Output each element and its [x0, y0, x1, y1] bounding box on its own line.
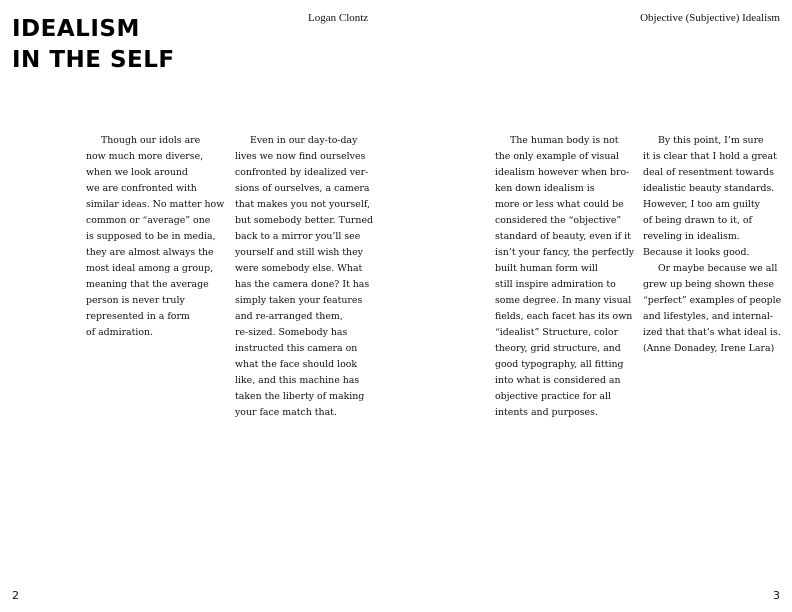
text-line: intents and purposes.: [495, 407, 598, 418]
text-line: confronted by idealized ver-: [235, 167, 369, 178]
text-line: deal of resentment towards: [643, 167, 774, 178]
text-line: instructed this camera on: [235, 343, 358, 354]
text-line: meaning that the average: [86, 279, 209, 290]
text-line: your face match that.: [235, 407, 337, 418]
text-line: grew up being shown these: [643, 279, 774, 290]
text-line: that makes you not yourself,: [235, 199, 370, 210]
text-line: objective practice for all: [495, 391, 611, 402]
text-line: were somebody else. What: [235, 263, 363, 274]
text-line: Though our idols are: [101, 135, 201, 146]
text-line: Because it looks good.: [643, 247, 750, 258]
text-line: now much more diverse,: [86, 151, 204, 162]
text-line: standard of beauty, even if it: [495, 231, 631, 242]
text-line: Or maybe because we all: [658, 263, 778, 274]
text-line: reveling in idealism.: [643, 231, 740, 242]
text-line: we are confronted with: [86, 183, 197, 194]
text-line: lives we now find ourselves: [235, 151, 366, 162]
running-header-author: Logan Clontz: [308, 12, 369, 24]
text-line: they are almost always the: [86, 247, 214, 258]
text-line: (Anne Donadey, Irene Lara): [643, 343, 775, 354]
text-line: yourself and still wish they: [235, 247, 363, 258]
text-line: of being drawn to it, of: [643, 215, 753, 226]
text-line: person is never truly: [86, 295, 185, 306]
text-line: sions of ourselves, a camera: [235, 183, 370, 194]
text-line: has the camera done? It has: [235, 279, 370, 290]
text-line: back to a mirror you’ll see: [235, 231, 361, 242]
text-line: isn’t your fancy, the perfectly: [495, 247, 635, 258]
page-number-left: 2: [12, 589, 19, 602]
text-line: but somebody better. Turned: [235, 215, 374, 226]
text-line: re-sized. Somebody has: [235, 327, 348, 338]
body-column-1: [86, 133, 224, 341]
text-line: and lifestyles, and internal-: [643, 311, 774, 322]
page-title: [12, 14, 175, 76]
title-line-1: IDEALISM: [12, 16, 140, 42]
text-line: simply taken your features: [235, 295, 363, 306]
text-line: it is clear that I hold a great: [643, 151, 777, 162]
text-line: considered the “objective”: [495, 215, 622, 226]
title-line-2: IN THE SELF: [12, 47, 175, 73]
text-line: when we look around: [86, 167, 188, 178]
text-line: By this point, I’m sure: [658, 135, 764, 146]
text-line: of admiration.: [86, 327, 154, 338]
text-line: ken down idealism is: [495, 183, 595, 194]
page-number-right: 3: [773, 589, 780, 602]
text-line: idealism however when bro-: [495, 167, 630, 178]
text-line: some degree. In many visual: [495, 295, 632, 306]
text-line: common or “average” one: [86, 215, 211, 226]
text-line: Even in our day-to-day: [250, 135, 358, 146]
text-line: what the face should look: [235, 359, 358, 370]
running-header-section-title: Objective (Subjective) Idealism: [640, 12, 780, 24]
body-column-2: [235, 133, 373, 421]
text-line: the only example of visual: [495, 151, 619, 162]
text-line: theory, grid structure, and: [495, 343, 621, 354]
text-line: taken the liberty of making: [235, 391, 365, 402]
text-line: “idealist” Structure, color: [495, 327, 619, 338]
text-line: The human body is not: [510, 135, 619, 146]
body-column-3: [495, 133, 634, 421]
text-line: ized that that’s what ideal is.: [643, 327, 781, 338]
text-line: idealistic beauty standards.: [643, 183, 775, 194]
text-line: similar ideas. No matter how: [86, 199, 225, 210]
body-column-4: [643, 133, 781, 357]
text-line: However, I too am guilty: [643, 199, 760, 210]
text-line: and re-arranged them,: [235, 311, 343, 322]
text-line: built human form will: [495, 263, 598, 274]
text-line: most ideal among a group,: [86, 263, 214, 274]
text-line: still inspire admiration to: [495, 279, 616, 290]
text-line: like, and this machine has: [235, 375, 360, 386]
text-line: is supposed to be in media,: [86, 231, 216, 242]
text-line: into what is considered an: [495, 375, 621, 386]
text-line: good typography, all fitting: [495, 359, 624, 370]
text-line: more or less what could be: [495, 199, 624, 210]
text-line: “perfect” examples of people: [643, 295, 782, 306]
text-line: represented in a form: [86, 311, 190, 322]
text-line: fields, each facet has its own: [495, 311, 633, 322]
